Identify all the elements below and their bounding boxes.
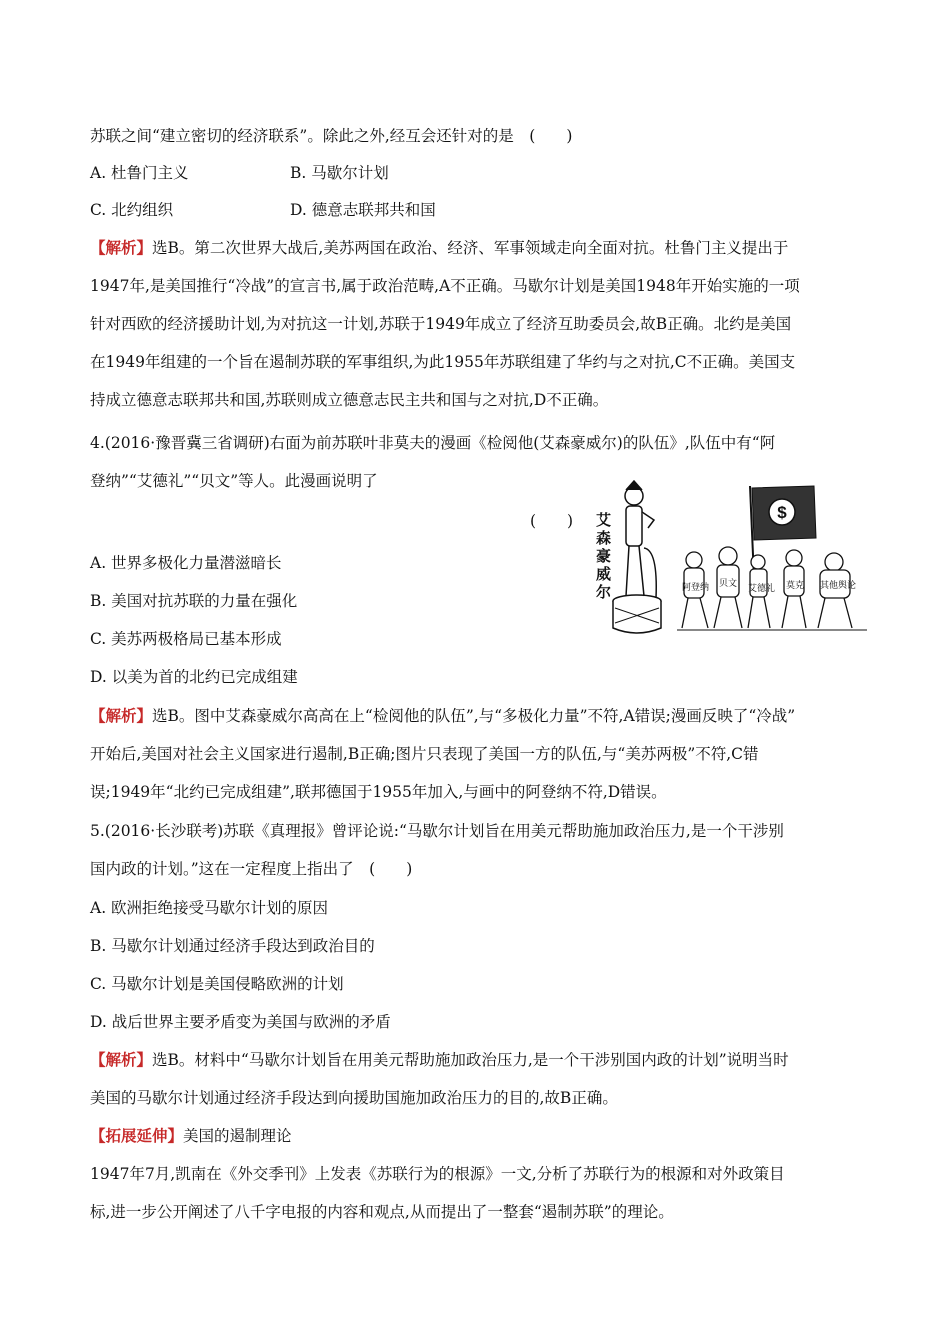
q3-analysis-line-4: 在1949年组建的一个旨在遏制苏联的军事组织,为此1955年苏联组建了华约与之对抗,C不正确。美国支: [90, 353, 796, 371]
extension-body-line-2: 标,进一步公开阐述了八千字电报的内容和观点,从而提出了一整套“遏制苏联”的理论。: [90, 1203, 674, 1221]
q4-option-c: C. 美苏两极格局已基本形成: [90, 630, 282, 648]
cartoon-label-char: 艾: [596, 512, 612, 529]
cartoon-image: [582, 478, 872, 643]
q4-stem-line-2: 登纳”“艾德礼”“贝文”等人。此漫画说明了: [90, 472, 378, 490]
q3-analysis-tag: 【解析】: [90, 238, 153, 257]
q4-analysis-line-2: 开始后,美国对社会主义国家进行遏制,B正确;图片只表现了美国一方的队伍,与“美苏两极”不符,C错: [90, 745, 759, 763]
extension-title: 美国的遏制理论: [183, 1127, 292, 1145]
cartoon-label-char: 森: [596, 530, 612, 547]
q3-option-d: D. 德意志联邦共和国: [290, 201, 436, 219]
q4-analysis-tag: 【解析】: [90, 706, 153, 725]
q3-option-b: B. 马歇尔计划: [290, 164, 389, 182]
q5-option-a: A. 欧洲拒绝接受马歇尔计划的原因: [90, 899, 329, 917]
extension-body-line-1: 1947年7月,凯南在《外交季刊》上发表《苏联行为的根源》一文,分析了苏联行为的根源和对外政策目: [90, 1165, 785, 1183]
q4-analysis-line-1: [90, 705, 795, 727]
dollar-symbol: $: [777, 503, 787, 522]
cartoon-label-char: 尔: [596, 584, 612, 601]
q3-option-a: A. 杜鲁门主义: [90, 164, 189, 182]
q4-option-a: A. 世界多极化力量潜滋暗长: [90, 554, 282, 572]
figure-label: 贝文: [719, 578, 738, 588]
q5-option-b: B. 马歇尔计划通过经济手段达到政治目的: [90, 937, 375, 955]
q4-answer-blank: ( ): [530, 512, 574, 530]
figure-label: 莫克: [786, 580, 805, 590]
q3-option-c: C. 北约组织: [90, 201, 174, 219]
q3-analysis-line-3: 针对西欧的经济援助计划,为对抗这一计划,苏联于1949年成立了经济互助委员会,故B正确。北约是美国: [90, 315, 792, 333]
q5-stem-line-2: 国内政的计划。”这在一定程度上指出了 ( ): [90, 860, 413, 878]
eisenhower-figure: [625, 481, 656, 598]
q5-analysis-text: 选B。材料中“马歇尔计划旨在用美元帮助施加政治压力,是一个干涉别国内政的计划”说明当时: [152, 1051, 789, 1069]
figure-label: 艾德礼: [748, 583, 776, 593]
q5-analysis-line-2: 美国的马歇尔计划通过经济手段达到向援助国施加政治压力的目的,故B正确。: [90, 1089, 618, 1107]
q4-stem-line-1: 4.(2016·豫晋冀三省调研)右面为前苏联叶非莫夫的漫画《检阅他(艾森豪威尔)的队伍》,队伍中有“阿: [90, 434, 776, 452]
q4-option-d: D. 以美为首的北约已完成组建: [90, 668, 298, 686]
q3-analysis-line-5: 持成立德意志联邦共和国,苏联则成立德意志民主共和国与之对抗,D不正确。: [90, 391, 609, 409]
q3-options-row-1: [90, 162, 389, 184]
extension-tag: 【拓展延伸】: [90, 1126, 184, 1145]
q3-stem-tail: 苏联之间“建立密切的经济联系”。除此之外,经互会还针对的是 ( ): [90, 127, 573, 145]
q3-analysis-text: 选B。第二次世界大战后,美苏两国在政治、经济、军事领域走向全面对抗。杜鲁门主义提出于: [152, 239, 789, 257]
q4-analysis-text: 选B。图中艾森豪威尔高高在上“检阅他的队伍”,与“多极化力量”不符,A错误;漫画反映了“冷战”: [152, 707, 796, 725]
q3-analysis-line-1: [90, 237, 788, 259]
q5-analysis-line-1: [90, 1049, 789, 1071]
q3-options-row-2: [90, 199, 436, 221]
q3-analysis-line-2: 1947年,是美国推行“冷战”的宣言书,属于政治范畴,A不正确。马歇尔计划是美国1948年开始实施的一项: [90, 277, 800, 295]
cartoon-label-char: 豪: [596, 548, 612, 565]
cartoon-label-char: 威: [596, 566, 612, 583]
figure-label: 其他舆论: [820, 580, 857, 590]
q5-stem-line-1: 5.(2016·长沙联考)苏联《真理报》曾评论说:“马歇尔计划旨在用美元帮助施加政治压力,是一个干涉别: [90, 822, 784, 840]
drum-pedestal: [613, 595, 661, 633]
q5-option-c: C. 马歇尔计划是美国侵略欧洲的计划: [90, 975, 344, 993]
figure-label: 阿登纳: [682, 582, 710, 592]
q5-option-d: D. 战后世界主要矛盾变为美国与欧洲的矛盾: [90, 1013, 391, 1031]
extension-heading: [90, 1125, 292, 1147]
q5-analysis-tag: 【解析】: [90, 1050, 153, 1069]
q4-analysis-line-3: 误;1949年“北约已完成组建”,联邦德国于1955年加入,与画中的阿登纳不符,D错误。: [90, 783, 667, 801]
q4-option-b: B. 美国对抗苏联的力量在强化: [90, 592, 298, 610]
